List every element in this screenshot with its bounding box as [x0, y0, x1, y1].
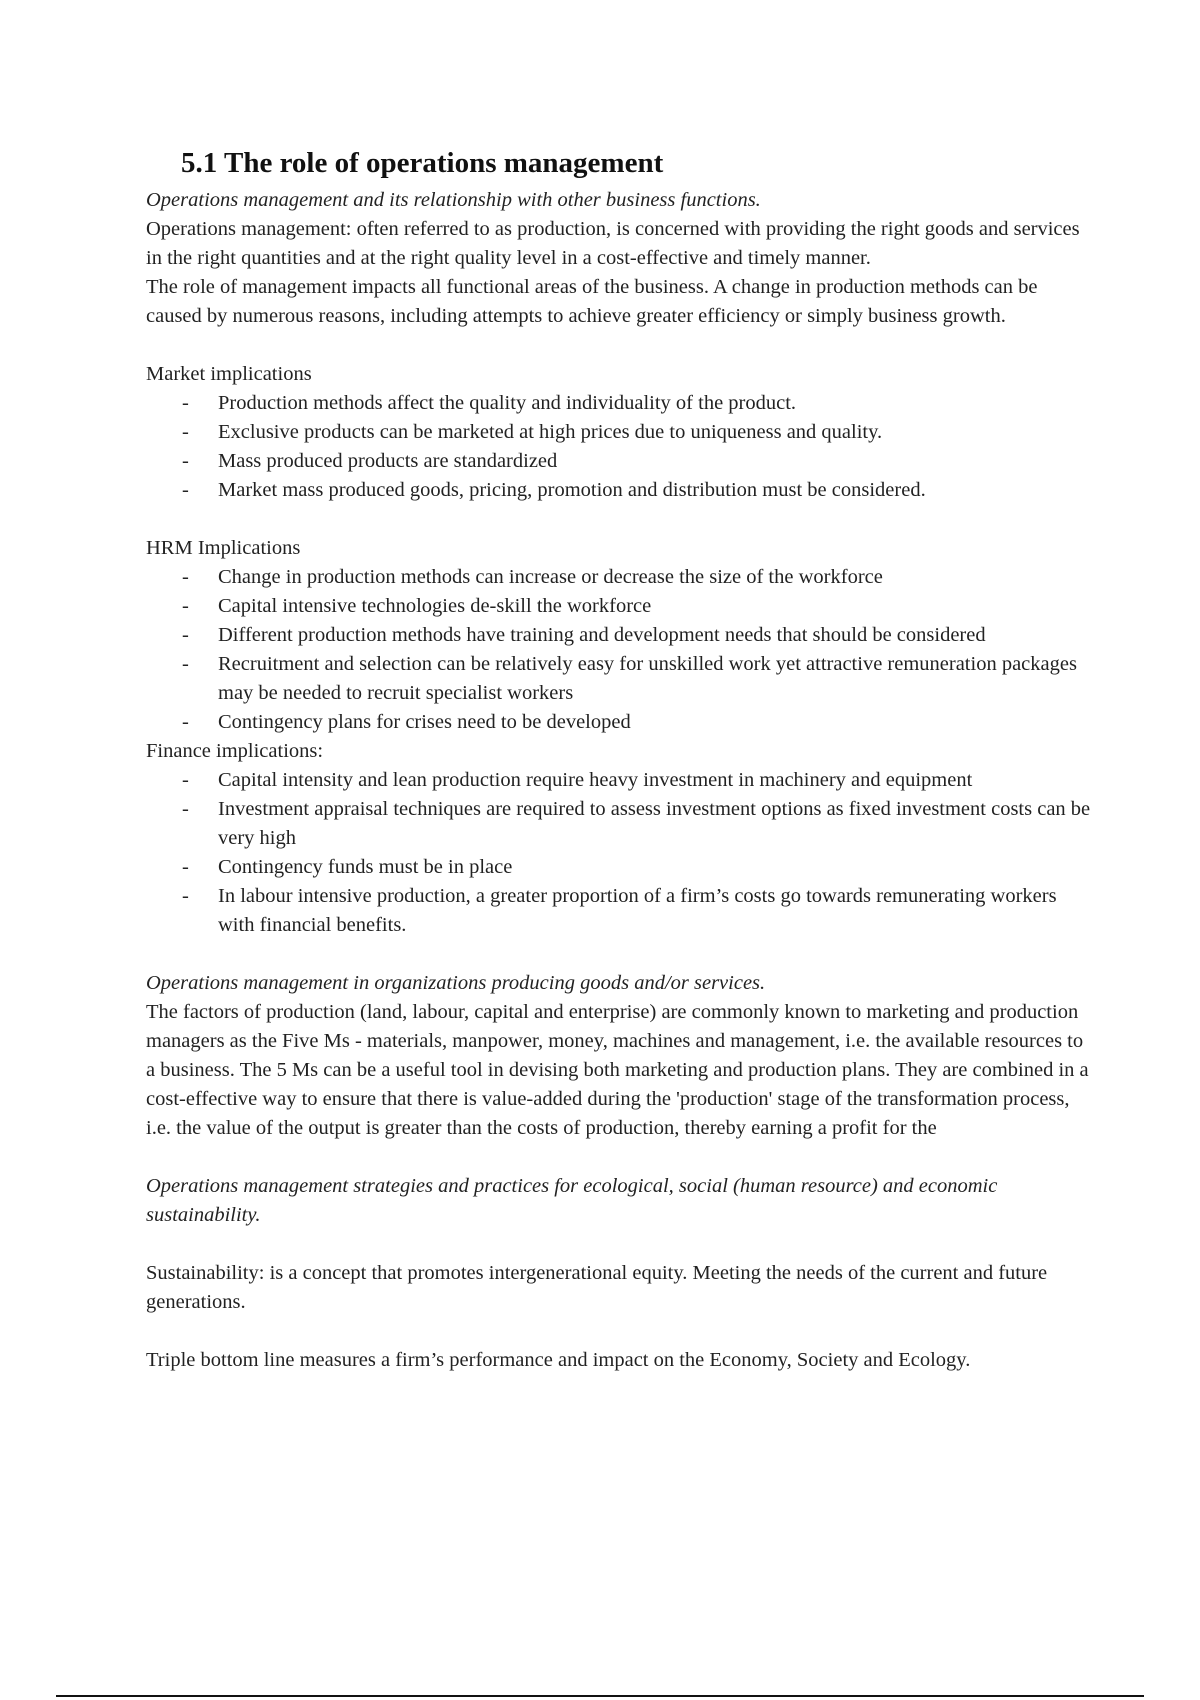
list-item: - Contingency funds must be in place: [218, 853, 1096, 882]
list-item: - Mass produced products are standardized: [218, 447, 1096, 476]
list-item: - Recruitment and selection can be relatively easy for unskilled work yet attractive remuneration packages may be needed to recruit specialist workers: [218, 650, 1096, 708]
finance-implications-label: Finance implications:: [146, 740, 324, 762]
dash-bullet: -: [182, 479, 189, 501]
dash-bullet: -: [182, 421, 189, 443]
dash-bullet: -: [182, 653, 189, 675]
dash-bullet: -: [182, 798, 189, 820]
sustainability-paragraph: Sustainability: is a concept that promotes intergenerational equity. Meeting the needs of the current and future generations.: [146, 1262, 1048, 1313]
market-implications-list: [146, 389, 1096, 505]
dash-bullet: -: [182, 392, 189, 414]
list-item: - Contingency plans for crises need to be developed: [218, 708, 1096, 737]
dash-bullet: -: [182, 595, 189, 617]
dash-bullet: -: [182, 624, 189, 646]
finance-implications-list: [146, 766, 1096, 940]
list-item: - Production methods affect the quality and individuality of the product.: [218, 389, 1096, 418]
dash-bullet: -: [182, 450, 189, 472]
dash-bullet: -: [182, 856, 189, 878]
dash-bullet: -: [182, 566, 189, 588]
page-title: 5.1 The role of operations management: [181, 147, 664, 179]
document-page: [146, 146, 1096, 1375]
list-item: - In labour intensive production, a greater proportion of a firm’s costs go towards remunerating workers with financial benefits.: [218, 882, 1096, 940]
section-heading-sustainability: Operations management strategies and practices for ecological, social (human resource) and economic sustainability.: [146, 1175, 998, 1226]
triple-bottom-line-paragraph: Triple bottom line measures a firm’s performance and impact on the Economy, Society and Ecology.: [146, 1349, 971, 1371]
list-item: - Different production methods have training and development needs that should be considered: [218, 621, 1096, 650]
list-item: - Investment appraisal techniques are required to assess investment options as fixed investment costs can be very high: [218, 795, 1096, 853]
dash-bullet: -: [182, 711, 189, 733]
dash-bullet: -: [182, 885, 189, 907]
list-item: - Change in production methods can increase or decrease the size of the workforce: [218, 563, 1096, 592]
dash-bullet: -: [182, 769, 189, 791]
section-heading-goods-services: Operations management in organizations producing goods and/or services.: [146, 972, 766, 994]
hrm-implications-label: HRM Implications: [146, 537, 301, 559]
definition-paragraph: Operations management: often referred to as production, is concerned with providing the right goods and services in the right quantities and at the right quality level in a cost-effective and timely manner.: [146, 218, 1080, 269]
list-item: - Capital intensity and lean production require heavy investment in machinery and equipment: [218, 766, 1096, 795]
five-ms-paragraph: The factors of production (land, labour, capital and enterprise) are commonly known to marketing and production managers as the Five Ms - materials, manpower, money, machines and management, i.e. the available resources to a business. The 5 Ms can be a useful tool in devising both marketing and production plans. They are combined in a cost-effective way to ensure that there is value-added during the 'production' stage of the transformation process, i.e. the value of the output is greater than the costs of production, thereby earning a profit for the: [146, 1001, 1089, 1139]
role-paragraph: The role of management impacts all functional areas of the business. A change in production methods can be caused by numerous reasons, including attempts to achieve greater efficiency or simply business growth.: [146, 276, 1038, 327]
section-heading-relationship: Operations management and its relationship with other business functions.: [146, 189, 761, 211]
list-item: - Exclusive products can be marketed at high prices due to uniqueness and quality.: [218, 418, 1096, 447]
market-implications-label: Market implications: [146, 363, 312, 385]
footer-divider: [56, 1695, 1144, 1697]
hrm-implications-list: [146, 563, 1096, 737]
list-item: - Market mass produced goods, pricing, promotion and distribution must be considered.: [218, 476, 1096, 505]
list-item: - Capital intensive technologies de-skill the workforce: [218, 592, 1096, 621]
